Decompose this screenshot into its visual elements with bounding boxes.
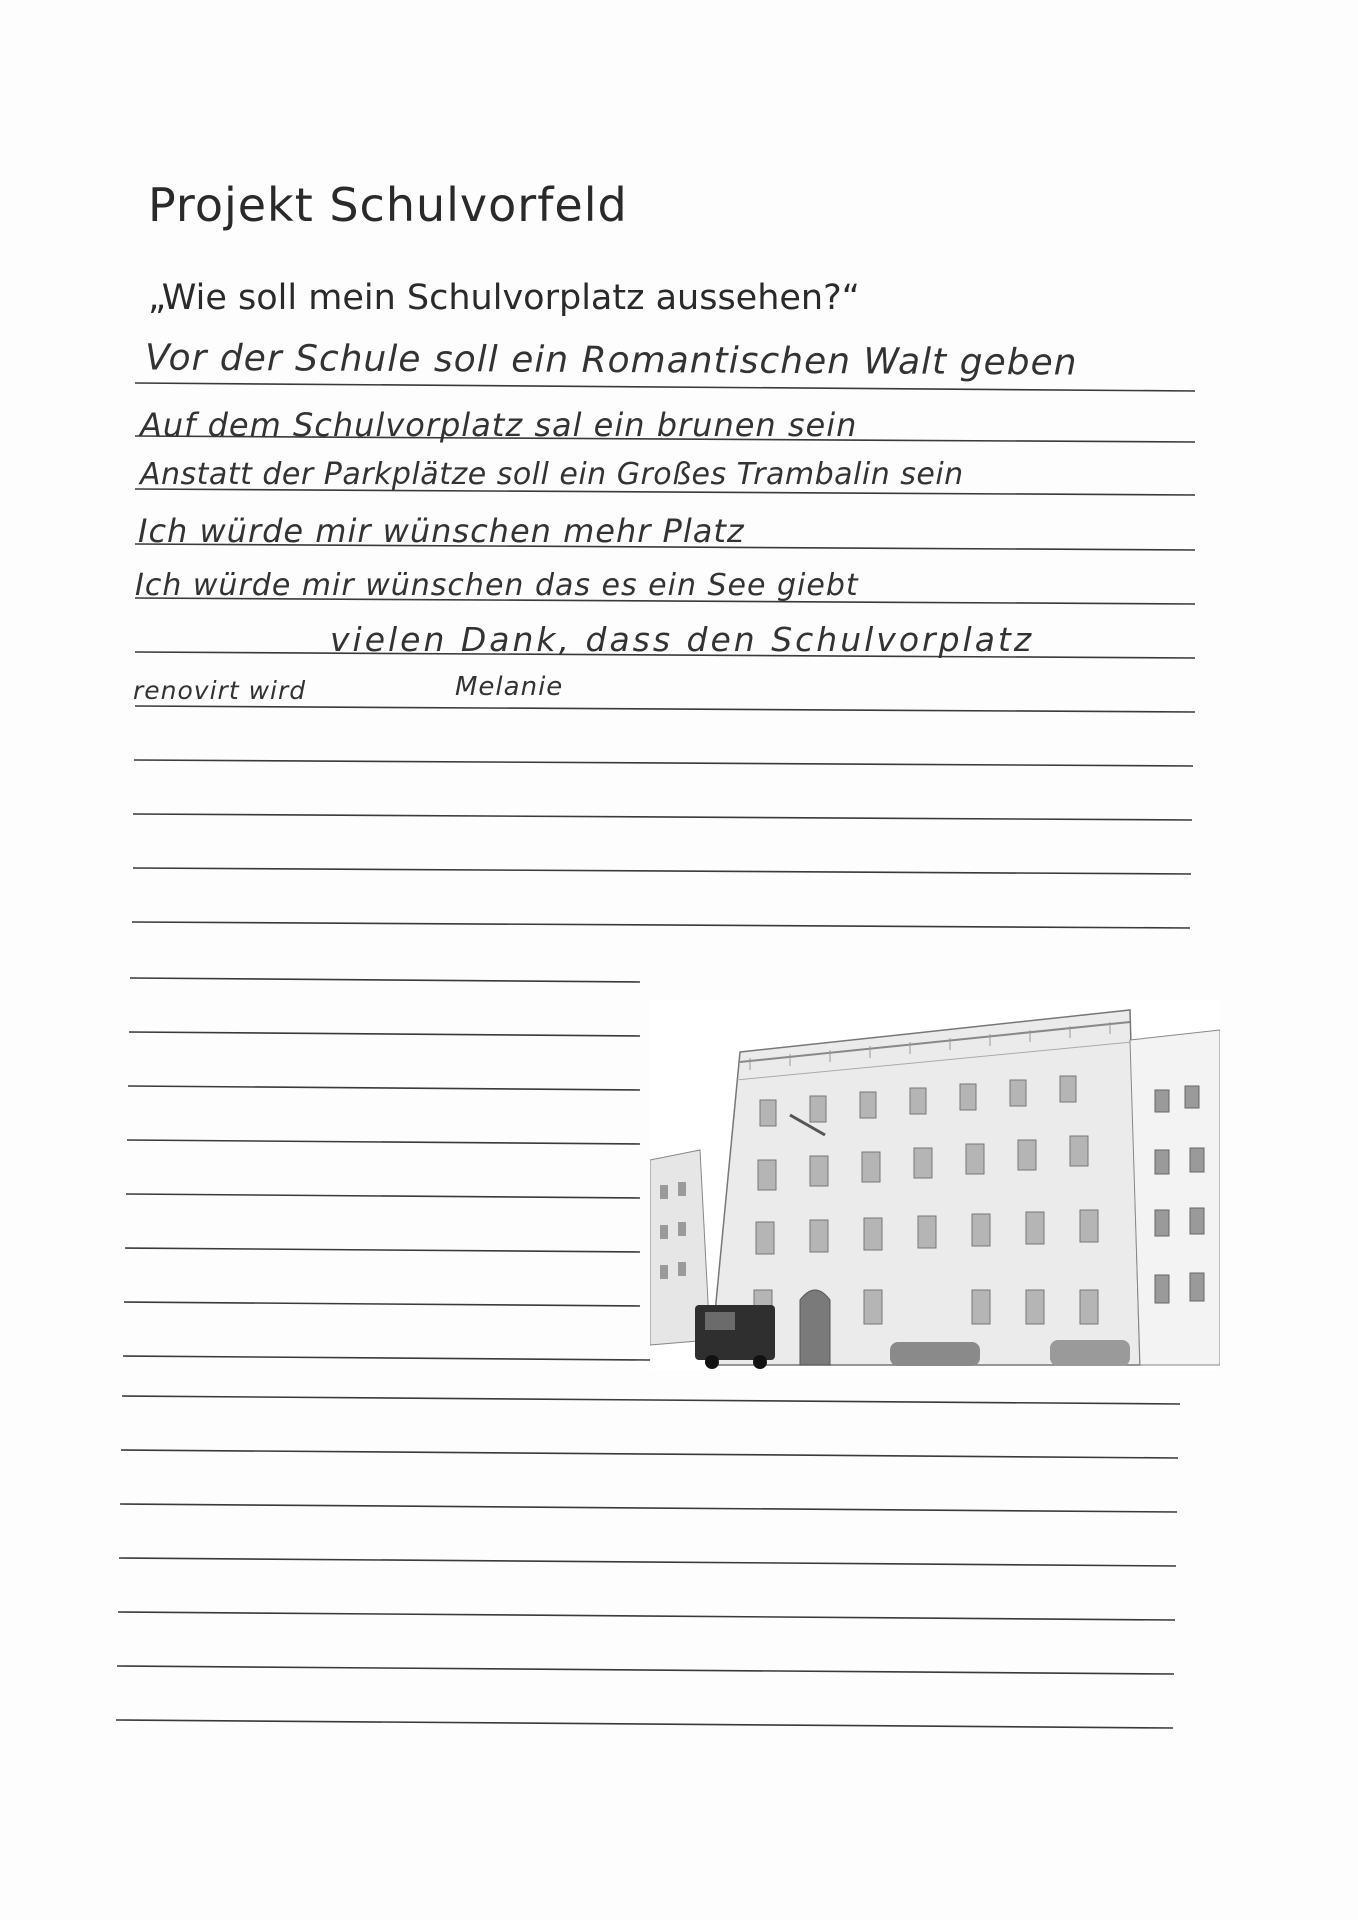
ruled-line (133, 814, 1192, 820)
handwritten-line-1: Vor der Schule soll ein Romantischen Walt geben (144, 337, 1078, 384)
school-building-photo (650, 1000, 1220, 1370)
handwritten-line-4: Ich würde mir wünschen mehr Platz (138, 512, 745, 550)
worksheet-title: Projekt Schulvorfeld (148, 178, 628, 232)
ruled-line (124, 1302, 640, 1306)
ruled-line (117, 1666, 1174, 1674)
handwritten-line-3: Anstatt der Parkplätze soll ein Großes Trambalin sein (140, 457, 964, 492)
handwritten-line-5: Ich würde mir wünschen das es ein See giebt (135, 568, 859, 603)
ruled-line (135, 706, 1195, 712)
handwritten-line-7: renovirt wird (133, 676, 307, 705)
ruled-line (130, 978, 640, 982)
ruled-line (116, 1720, 1173, 1728)
ruled-line (135, 383, 1195, 391)
ruled-line (134, 760, 1193, 766)
ruled-line (129, 1032, 640, 1036)
ruled-line (128, 1086, 640, 1090)
worksheet-prompt: „Wie soll mein Schulvorplatz aussehen?“ (148, 278, 860, 318)
ruled-line (132, 922, 1190, 928)
ruled-line (125, 1248, 640, 1252)
ruled-line (119, 1558, 1176, 1566)
ruled-line (126, 1194, 640, 1198)
ruled-line (120, 1504, 1177, 1512)
handwritten-line-6: vielen Dank, dass den Schulvorplatz (330, 620, 1035, 659)
handwritten-line-2: Auf dem Schulvorplatz sal ein brunen sein (140, 406, 858, 444)
ruled-line (133, 868, 1191, 874)
ruled-line (118, 1612, 1175, 1620)
handwritten-signature: Melanie (455, 672, 564, 702)
ruled-line (122, 1396, 1180, 1404)
ruled-line (127, 1140, 640, 1144)
ruled-line (123, 1356, 650, 1360)
ruled-line (121, 1450, 1178, 1458)
